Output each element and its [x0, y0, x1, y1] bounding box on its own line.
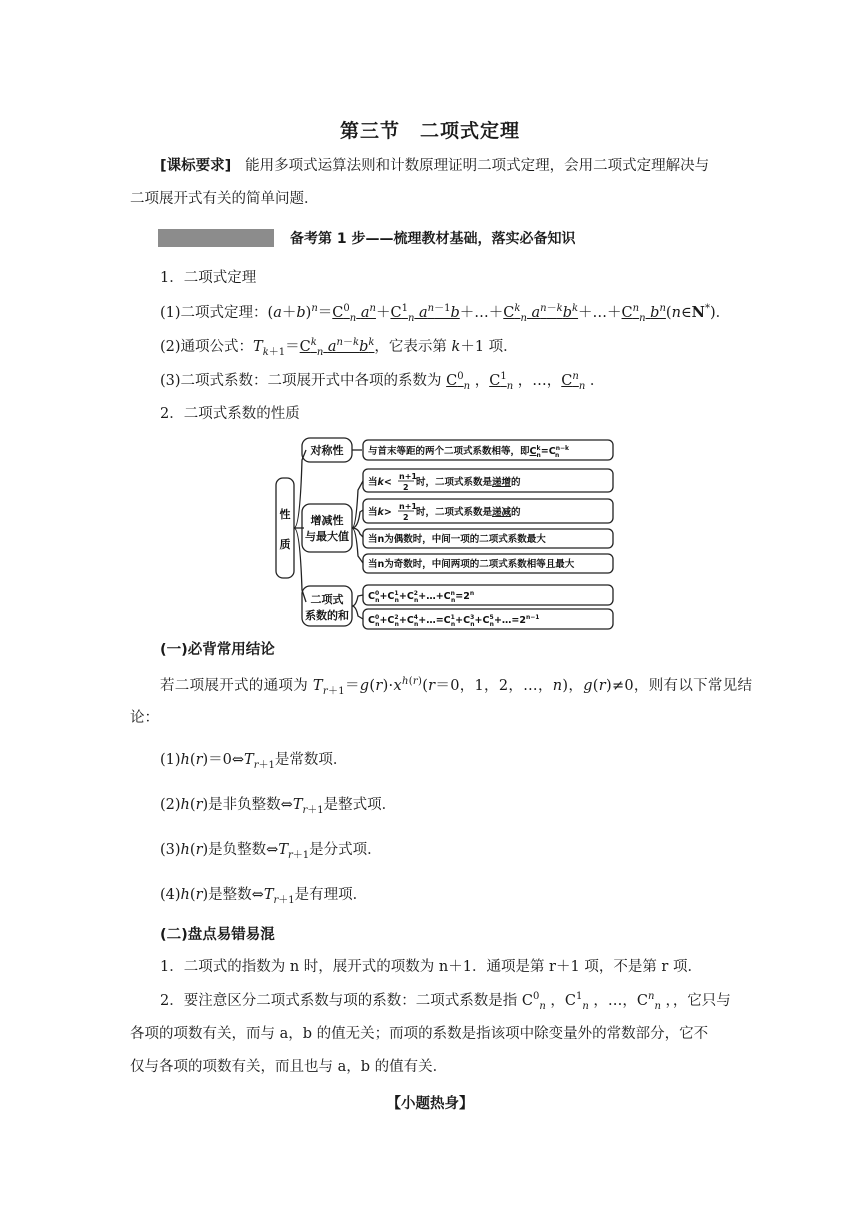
branch-symmetry-label: 对称性: [310, 444, 344, 457]
leaf-increase-key: 递增: [492, 477, 512, 488]
pitfall-1: 1．二项式的指数为 n 时，展开式的项数为 n＋1．通项是第 r＋1 项，不是第 r 项．: [160, 959, 702, 975]
requirement-tag: [课标要求]: [160, 158, 232, 174]
footer-heading: 【小题热身】: [386, 1096, 474, 1112]
leaf-increase-post: 时，二项式系数是: [416, 477, 493, 488]
binomial-theorem-line: (1)二项式定理：$(a+b)^n=C^0_n$ $a^n+C^1_n$ $a^{n-1}b+\dots+C^k_n$ $a^{n-k}b^k+\dots+C^n_n$ $b^n(n\in N^*)$．: [160, 303, 731, 324]
part-1-intro: 若二项展开式的通项为 $T_{r+1}=g(r)\cdot x^{h(r)}(r=0$，1，2，…，n)，g(r)≠0，则有以下常见结: [160, 676, 753, 697]
svg-text:时，二项式系数是递增的: [416, 476, 521, 488]
svg-text:当k<: 当k<: [368, 477, 392, 488]
requirement-text-1: 能用多项式运算法则和计数原理证明二项式定理，会用二项式定理解决与: [245, 158, 710, 174]
pitfall-2-a: 2．要注意区分二项式系数与项的系数：二项式系数是指: [160, 993, 518, 1009]
conclusion-2-text: 是整式项．: [323, 797, 397, 813]
part-1-intro-c: 论：: [130, 710, 159, 726]
page-title: 第三节 二项式定理: [339, 120, 520, 142]
general-term-tail: ，它表示第: [374, 339, 447, 355]
part-1-intro-b: ，则有以下常见结: [633, 678, 753, 694]
svg-text:与首末等距的两个二项式系数相等，即Ckn=Cn−kn: 与首末等距的两个二项式系数相等，即$C^k$ $n=C^{n-k}$ n: [368, 445, 570, 459]
leaf-sum-all: $C^0$ $n+C^1$ $n+C^2$ $n+\dots+C^n$ $n=2^n$: [368, 590, 475, 604]
leaf-increase-pre: 当: [368, 477, 378, 488]
binomial-theorem-label: (1)二项式定理：: [160, 305, 268, 321]
leaf-decrease-key: 递减: [492, 507, 512, 518]
root-label-1: 性: [279, 508, 291, 521]
conclusion-4: (4)h(r)是整数$\Leftrightarrow T_{r+1}$是有理项．: [160, 887, 368, 906]
svg-text:时，二项式系数是递减的: [416, 506, 521, 518]
leaf-odd-text: 当n为奇数时，中间两项的二项式系数相等且最大: [368, 559, 575, 570]
root-label-2: 质: [279, 538, 291, 551]
svg-text:当k>: 当k>: [368, 507, 392, 518]
step-banner-bar: [158, 229, 274, 247]
leaf-increase-end: 的: [511, 477, 521, 488]
branch-monotonic-label-1: 增减性: [310, 514, 344, 527]
branch-sum-label-2: 系数的和: [305, 609, 349, 622]
requirement-line-2: 二项展开式有关的简单问题．: [130, 191, 319, 207]
root-box: [276, 478, 294, 578]
leaf-decrease-end: 的: [511, 507, 521, 518]
svg-text:2: 2: [403, 483, 409, 492]
leaf-decrease-pre: 当: [368, 507, 378, 518]
leaf-even-text: 当n为偶数时，中间一项的二项式系数最大: [368, 534, 546, 545]
leaf-sum-parity: $C^0$ $n+C^2$ $n+C^4$ $n+\dots=C^1$ $n+C^3$ $n+C^5$ $n+\dots=2^{n-1}$: [368, 614, 540, 628]
svg-text:n+1: n+1: [399, 472, 417, 481]
svg-text:2: 2: [403, 513, 409, 522]
leaf-symmetry-text: 与首末等距的两个二项式系数相等，即: [368, 446, 530, 457]
section-1-heading: 1．二项式定理: [160, 270, 257, 286]
general-term-label: (2)通项公式：: [160, 339, 254, 355]
step-banner-label: 备考第 1 步——梳理教材基础，落实必备知识: [290, 231, 576, 247]
branch-monotonic-label-2: 与最大值: [305, 530, 349, 543]
pitfall-2-line-2: 各项的项数有关，而与 a，b 的值无关；而项的系数是指该项中除变量外的常数部分，它不: [130, 1026, 709, 1042]
part-2-heading: (二)盘点易错易混: [160, 927, 275, 943]
conclusion-4-text: 是有理项．: [294, 887, 368, 903]
conclusion-2: (2)h(r)是非负整数$\Leftrightarrow T_{r+1}$是整式项．: [160, 797, 397, 816]
binomial-coefficient-label: (3)二项式系数：二项展开式中各项的系数为: [160, 373, 442, 389]
binomial-coefficient-line: (3)二项式系数：二项展开式中各项的系数为 $C^0_n$ ，$C^1_n$ ，…，$C^n_n$ ．: [160, 371, 605, 392]
pitfall-2-line-1: 2．要注意区分二项式系数与项的系数：二项式系数是指 $C^0_n$ ，$C^1_n$ ，…，$C^n_n$ ，，它只与: [160, 991, 731, 1012]
requirement-line-1: [160, 156, 709, 176]
leaf-decrease-post: 时，二项式系数是: [416, 507, 493, 518]
section-2-heading: 2．二项式系数的性质: [160, 406, 300, 422]
general-term-end: 项．: [488, 339, 518, 355]
part-1-heading: (一)必背常用结论: [160, 642, 275, 658]
conclusion-1-text: 是常数项．: [274, 752, 348, 768]
svg-text:n+1: n+1: [399, 502, 417, 511]
properties-diagram: [270, 430, 620, 635]
part-1-intro-a: 若二项展开式的通项为: [160, 678, 308, 694]
conclusion-3: (3)h(r)是负整数$\Leftrightarrow T_{r+1}$是分式项．: [160, 842, 382, 861]
branch-box-monotonic: [302, 504, 352, 552]
pitfall-2-b: ，它只与: [672, 993, 731, 1009]
branch-sum-label-1: 二项式: [310, 593, 344, 606]
pitfall-2-line-3: 仅与各项的项数有关，而且也与 a，b 的值有关．: [130, 1059, 448, 1075]
conclusion-3-text: 是分式项．: [309, 842, 382, 858]
conclusion-1: $(1)h(r)=0\Leftrightarrow T_{r+1}$是常数项．: [160, 752, 348, 771]
general-term-line: (2)通项公式：$T_{k+1}=C^k_n$ $a^{n-k}b^k$，它表示第 k＋1 项．: [160, 337, 518, 358]
